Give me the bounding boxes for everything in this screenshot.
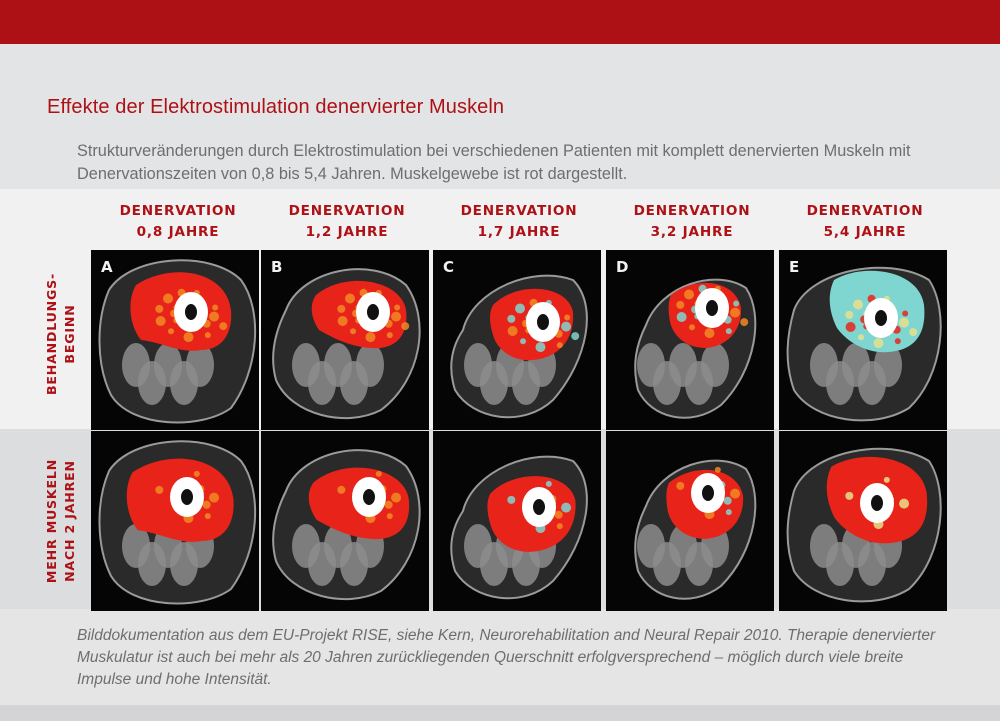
tissue-speckle: [561, 322, 571, 332]
tissue-speckle: [183, 332, 193, 342]
column-header-line1: DENERVATION: [119, 203, 237, 219]
tissue-speckle: [726, 328, 732, 334]
mri-panel-r1-c5: [779, 250, 947, 430]
tissue-speckle: [387, 332, 393, 338]
bone-marrow: [181, 489, 193, 505]
mri-panel-r2-c5: [779, 431, 947, 611]
tissue-speckle: [401, 322, 409, 330]
bone-marrow: [875, 310, 887, 326]
column-header-4: [607, 201, 777, 243]
column-header-line1: DENERVATION: [633, 203, 751, 219]
column-header-2: [262, 201, 432, 243]
tissue-speckle: [676, 301, 684, 309]
mri-scan-image: [779, 431, 947, 611]
tissue-speckle: [546, 481, 552, 487]
tissue-speckle: [376, 471, 382, 477]
row-label-line1: MEHR MUSKELN: [44, 458, 59, 584]
mri-panel-r1-c2: [261, 250, 429, 430]
image-caption: Bilddokumentation aus dem EU-Projekt RISE, siehe Kern, Neurorehabilitation and Neural Repair 2010. Therapie denervierter Muskulatur ist auch bei mehr als 20 Jahren zurückliegenden Querschnitt erfolgversprechend – möglich durch viele breite Impulse und hohe Intensität.: [77, 627, 936, 688]
mri-scan-image: [779, 250, 947, 430]
tissue-speckle: [684, 290, 694, 300]
tissue-speckle: [155, 305, 163, 313]
column-header-line1: DENERVATION: [288, 203, 406, 219]
tissue-speckle: [515, 304, 525, 314]
tissue-speckle: [205, 332, 211, 338]
column-header-line2: 0,8 JAHRE: [136, 224, 220, 240]
tissue-speckle: [345, 294, 355, 304]
tissue-speckle: [845, 311, 853, 319]
tissue-speckle: [873, 338, 883, 348]
tissue-speckle: [858, 334, 864, 340]
mri-scan-image: [261, 250, 429, 430]
panel-letter: B: [271, 258, 283, 276]
column-header-line2: 3,2 JAHRE: [650, 224, 734, 240]
tissue-speckle: [219, 322, 227, 330]
mri-panel-r1-c3: [433, 250, 601, 430]
tissue-speckle: [704, 328, 714, 338]
mri-panel-r2-c1: [91, 431, 259, 611]
tissue-speckle: [571, 332, 579, 340]
tissue-speckle: [902, 310, 908, 316]
tissue-speckle: [194, 471, 200, 477]
tissue-speckle: [884, 477, 890, 483]
mri-panel-r2-c4: [606, 431, 774, 611]
tissue-speckle: [726, 509, 732, 515]
bone-marrow: [702, 485, 714, 501]
mri-scan-image: [433, 250, 601, 430]
tissue-speckle: [846, 322, 856, 332]
row-label-treatment-start: [43, 234, 79, 434]
tissue-speckle: [155, 486, 163, 494]
row-label-line1: BEHANDLUNGS-: [44, 272, 59, 396]
tissue-speckle: [156, 316, 166, 326]
bone-marrow: [706, 300, 718, 316]
row-label-line2: NACH 2 JAHREN: [62, 460, 77, 582]
tissue-speckle: [385, 501, 393, 509]
tissue-speckle: [203, 501, 211, 509]
tissue-speckle: [730, 308, 740, 318]
mri-scan-image: [91, 431, 259, 611]
row-label-line2: BEGINN: [62, 304, 77, 364]
page-title: Effekte der Elektrostimulation denervierter Muskeln: [47, 96, 505, 118]
tissue-speckle: [338, 316, 348, 326]
bone-marrow: [367, 304, 379, 320]
column-header-line2: 5,4 JAHRE: [823, 224, 907, 240]
tissue-speckle: [337, 305, 345, 313]
tissue-speckle: [391, 493, 401, 503]
column-header-line1: DENERVATION: [806, 203, 924, 219]
intro-text: Strukturveränderungen durch Elektrostimulation bei verschiedenen Patienten mit komplett denervierten Muskeln mit Denervationszeiten von 0,8 bis 5,4 Jahren. Muskelgewebe ist rot dargestellt.: [77, 142, 911, 183]
top-brand-bar: [0, 0, 1000, 44]
tissue-speckle: [507, 315, 515, 323]
tissue-speckle: [895, 519, 901, 525]
tissue-speckle: [209, 493, 219, 503]
tissue-speckle: [909, 328, 917, 336]
bone-marrow: [537, 314, 549, 330]
mri-panel-r1-c4: [606, 250, 774, 430]
tissue-speckle: [387, 513, 393, 519]
tissue-speckle: [893, 507, 901, 515]
tissue-speckle: [899, 318, 909, 328]
bone-marrow: [871, 495, 883, 511]
panel-letter: D: [616, 258, 629, 276]
bone-marrow: [185, 304, 197, 320]
tissue-speckle: [555, 511, 563, 519]
mri-panel-r2-c2: [261, 431, 429, 611]
tissue-speckle: [365, 332, 375, 342]
tissue-speckle: [730, 489, 740, 499]
mri-scan-image: [606, 431, 774, 611]
tissue-speckle: [163, 294, 173, 304]
mri-scan-image: [433, 431, 601, 611]
tissue-speckle: [845, 492, 853, 500]
panel-letter: E: [789, 258, 800, 276]
mri-scan-image: [261, 431, 429, 611]
column-header-line1: DENERVATION: [460, 203, 578, 219]
gray-tissue: [701, 343, 729, 387]
tissue-speckle: [895, 338, 901, 344]
tissue-speckle: [168, 328, 174, 334]
tissue-speckle: [676, 482, 684, 490]
column-header-5: [780, 201, 950, 243]
tissue-speckle: [557, 342, 563, 348]
tissue-speckle: [507, 496, 515, 504]
mri-panel-r1-c1: [91, 250, 259, 430]
tissue-speckle: [689, 324, 695, 330]
mri-scan-image: [606, 250, 774, 430]
tissue-speckle: [899, 499, 909, 509]
column-header-3: [434, 201, 604, 243]
row-label-after-2-years: [43, 421, 79, 621]
tissue-speckle: [564, 314, 570, 320]
tissue-speckle: [561, 503, 571, 513]
tissue-speckle: [209, 312, 219, 322]
panel-letter: C: [443, 258, 455, 276]
tissue-speckle: [337, 486, 345, 494]
tissue-speckle: [535, 342, 545, 352]
tissue-speckle: [557, 523, 563, 529]
mri-scan-image: [91, 250, 259, 430]
tissue-speckle: [350, 328, 356, 334]
tissue-speckle: [733, 300, 739, 306]
tissue-speckle: [212, 304, 218, 310]
tissue-speckle: [677, 312, 687, 322]
tissue-speckle: [724, 497, 732, 505]
panel-letter: A: [101, 258, 113, 276]
gray-tissue: [356, 343, 384, 387]
bone-marrow: [533, 499, 545, 515]
column-header-line2: 1,7 JAHRE: [477, 224, 561, 240]
tissue-speckle: [391, 312, 401, 322]
column-header-1: [93, 201, 263, 243]
tissue-speckle: [715, 467, 721, 473]
tissue-speckle: [853, 300, 863, 310]
bone-marrow: [363, 489, 375, 505]
tissue-speckle: [520, 338, 526, 344]
tissue-speckle: [205, 513, 211, 519]
bottom-strip: [0, 705, 1000, 721]
tissue-speckle: [508, 326, 518, 336]
mri-panel-r2-c3: [433, 431, 601, 611]
column-header-line2: 1,2 JAHRE: [305, 224, 389, 240]
tissue-speckle: [740, 318, 748, 326]
tissue-speckle: [394, 304, 400, 310]
